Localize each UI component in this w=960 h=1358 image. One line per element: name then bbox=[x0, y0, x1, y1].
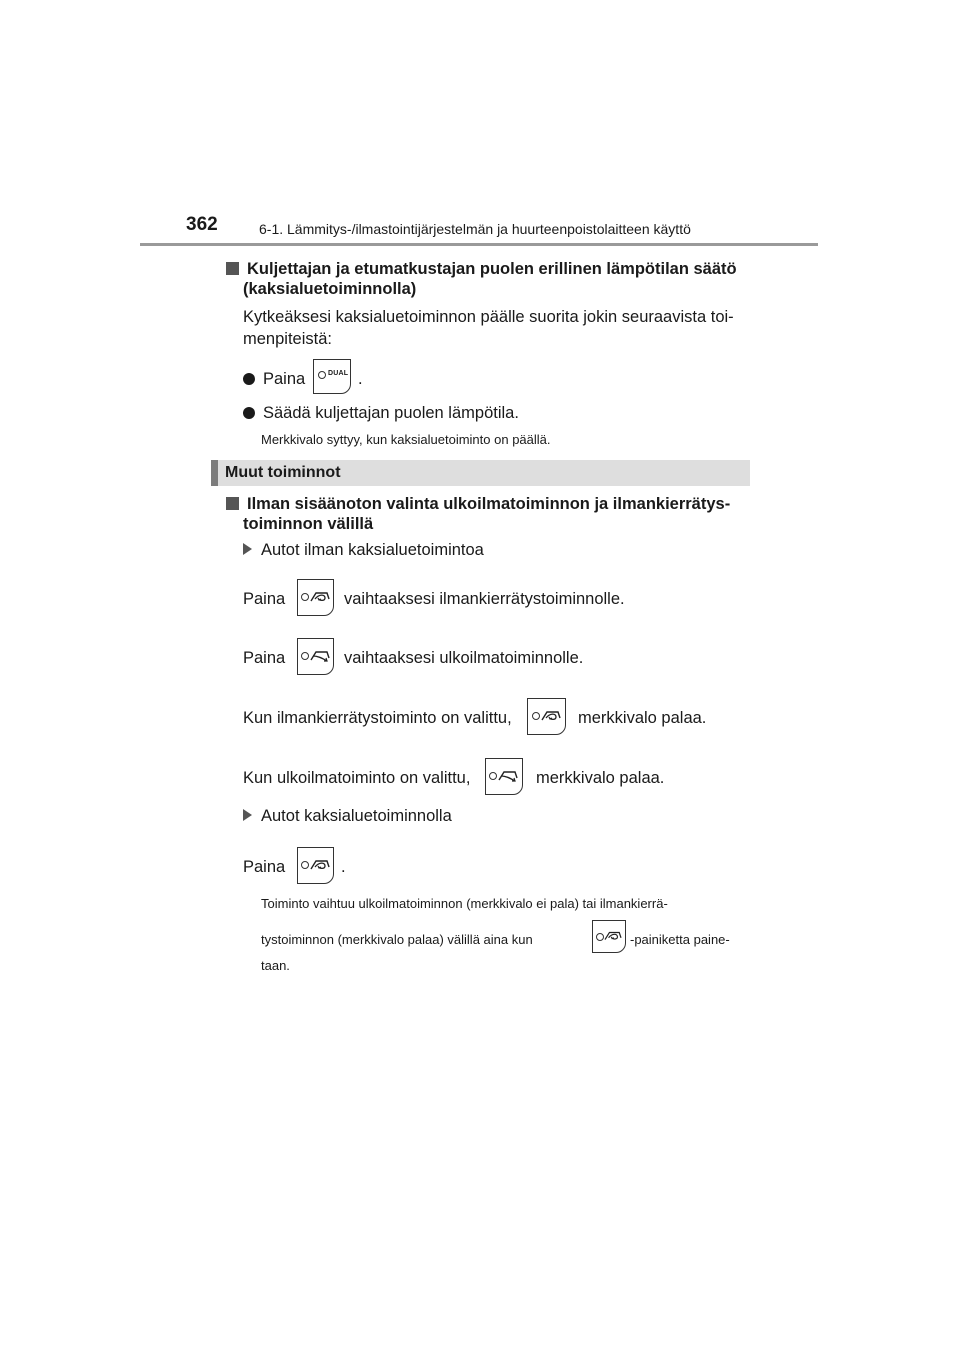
sub-heading-dual: Autot kaksialuetoiminnolla bbox=[243, 803, 452, 830]
header-rule bbox=[140, 243, 818, 246]
air-note-line2-prefix: tystoiminnon (merkkivalo palaa) välillä aina kun bbox=[261, 932, 533, 947]
dual-bullet1-period: . bbox=[358, 370, 363, 388]
recirc-line1-prefix: Paina bbox=[243, 590, 286, 608]
dual-heading-line1: Kuljettajan ja etumatkustajan puolen erillinen lämpötilan säätö bbox=[226, 256, 737, 283]
recirculation-icon bbox=[309, 856, 331, 874]
recirculation-icon bbox=[540, 707, 562, 725]
square-bullet-icon bbox=[226, 262, 239, 275]
recirculation-button[interactable] bbox=[297, 579, 334, 616]
air-heading-line1: Ilman sisäänoton valinta ulkoilmatoiminnon ja ilmankierrätys- bbox=[226, 491, 746, 518]
indicator-light-icon bbox=[301, 593, 309, 601]
outside-line2-suffix: vaihtaaksesi ulkoilmatoiminnolle. bbox=[344, 649, 584, 667]
dual-intro-line2: menpiteistä: bbox=[243, 330, 332, 348]
page-number: 362 bbox=[186, 214, 218, 235]
recirculation-icon bbox=[309, 588, 331, 606]
dual-label: DUAL bbox=[328, 370, 349, 377]
section-bar-title: Muut toiminnot bbox=[225, 464, 341, 481]
triangle-bullet-icon bbox=[243, 543, 252, 555]
air-intake-button[interactable] bbox=[297, 847, 334, 884]
outside-air-button[interactable] bbox=[297, 638, 334, 675]
air-heading-line2: toiminnon välillä bbox=[243, 515, 374, 533]
air-intake-button-note[interactable] bbox=[592, 920, 626, 953]
recirc-line1-suffix: vaihtaaksesi ilmankierrätystoiminnolle. bbox=[344, 590, 625, 608]
recirc-indicator-prefix: Kun ilmankierrätystoiminto on valittu, bbox=[243, 709, 512, 727]
outside-line2-prefix: Paina bbox=[243, 649, 286, 667]
dual-button[interactable] bbox=[313, 359, 351, 394]
dual-air-line-prefix: Paina bbox=[243, 858, 286, 876]
indicator-light-icon bbox=[301, 861, 309, 869]
indicator-light-icon bbox=[301, 652, 309, 660]
dual-bullet2: Säädä kuljettajan puolen lämpötila. bbox=[243, 400, 519, 427]
outside-air-button-indicator[interactable] bbox=[485, 758, 523, 795]
dual-bullet1: Paina bbox=[243, 366, 305, 393]
outside-indicator-prefix: Kun ulkoilmatoiminto on valittu, bbox=[243, 769, 471, 787]
triangle-bullet-icon bbox=[243, 809, 252, 821]
outside-air-icon bbox=[309, 647, 331, 665]
recirculation-icon bbox=[603, 928, 623, 944]
recirculation-button-indicator[interactable] bbox=[527, 698, 566, 735]
dual-intro-line1: Kytkeäksesi kaksialuetoiminnon päälle suorita jokin seuraavista toi- bbox=[243, 308, 734, 326]
round-bullet-icon bbox=[243, 373, 255, 385]
air-note-line2-suffix: -painiketta paine- bbox=[630, 932, 730, 947]
dual-heading-line2: (kaksialuetoiminnolla) bbox=[243, 280, 417, 298]
indicator-light-icon bbox=[318, 371, 326, 379]
running-head: 6-1. Lämmitys-/ilmastointijärjestelmän ja huurteenpoistolaitteen käyttö bbox=[259, 221, 691, 237]
sub-heading-no-dual: Autot ilman kaksialuetoimintoa bbox=[243, 537, 484, 564]
indicator-light-icon bbox=[532, 712, 540, 720]
air-note-line3: taan. bbox=[261, 958, 290, 973]
outside-indicator-suffix: merkkivalo palaa. bbox=[536, 769, 665, 787]
indicator-light-icon bbox=[489, 772, 497, 780]
air-note-line1: Toiminto vaihtuu ulkoilmatoiminnon (merkkivalo ei pala) tai ilmankierrä- bbox=[261, 896, 668, 911]
dual-note: Merkkivalo syttyy, kun kaksialuetoiminto on päällä. bbox=[261, 432, 551, 447]
outside-air-icon bbox=[497, 767, 519, 785]
square-bullet-icon bbox=[226, 497, 239, 510]
recirc-indicator-suffix: merkkivalo palaa. bbox=[578, 709, 707, 727]
dual-air-line-suffix: . bbox=[341, 858, 346, 876]
round-bullet-icon bbox=[243, 407, 255, 419]
